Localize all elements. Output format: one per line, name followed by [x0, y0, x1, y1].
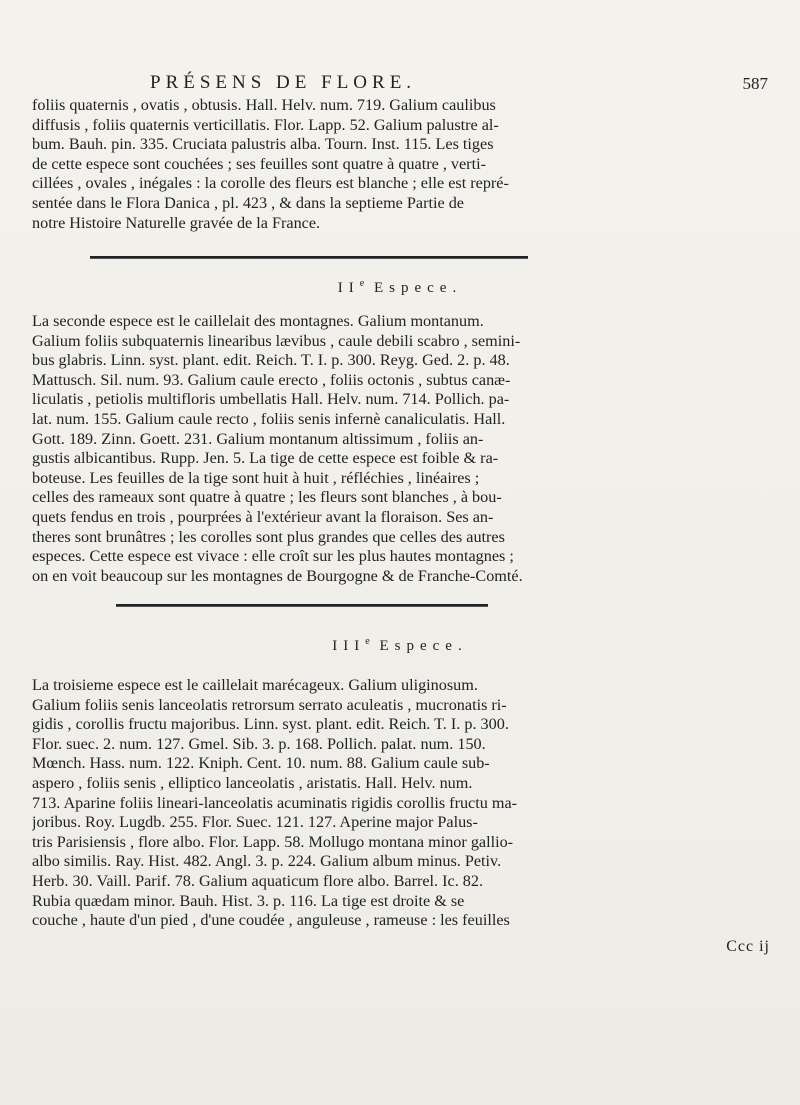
section-divider-rule [90, 256, 528, 258]
text-line: gidis , corollis fructu majoribus. Linn. syst. plant. edit. Reich. T. I. p. 300. [32, 715, 509, 734]
text-line: albo similis. Ray. Hist. 482. Angl. 3. p. 224. Galium album minus. Petiv. [32, 852, 502, 871]
text-line: Galium foliis subquaternis linearibus lævibus , caule debili scabro , semini- [32, 331, 521, 350]
text-line: La troisieme espece est le caillelait marécageux. Galium uliginosum. [32, 676, 478, 694]
text-line: joribus. Roy. Lugdb. 255. Flor. Suec. 121. 127. Aperine major Palus- [32, 813, 478, 832]
text-line: aspero , foliis senis , elliptico lanceolatis , aristatis. Hall. Helv. num. [32, 773, 473, 792]
text-line: sentée dans le Flora Danica , pl. 423 , & dans la septieme Partie de [32, 193, 464, 212]
heading-numeral: III [332, 638, 366, 654]
text-line: couche , haute d'un pied , d'une coudée , anguleuse , rameuse : les feuilles [32, 911, 510, 930]
text-line: especes. Cette espece est vivace : elle croît sur les plus hautes montagnes ; [32, 547, 514, 566]
section-divider-rule [116, 604, 488, 606]
heading-word: Espece. [379, 638, 468, 654]
text-line: quets fendus en trois , pourprées à l'extérieur avant la floraison. Ses an- [32, 507, 494, 526]
text-line: gustis albicantibus. Rupp. Jen. 5. La tige de cette espece est foible & ra- [32, 449, 499, 468]
text-line: diffusis , foliis quaternis verticillatis. Flor. Lapp. 52. Galium palustre al- [32, 115, 499, 134]
text-line: 713. Aparine foliis lineari-lanceolatis acuminatis rigidis corollis fructu ma- [32, 793, 518, 812]
text-line: de cette espece sont couchées ; ses feuilles sont quatre à quatre , verti- [32, 154, 486, 173]
paragraph-species-3 [32, 676, 768, 931]
text-line: cillées , ovales , inégales : la corolle des fleurs est blanche ; elle est repré- [32, 174, 509, 193]
text-line: Flor. suec. 2. num. 127. Gmel. Sib. 3. p. 168. Pollich. palat. num. 150. [32, 734, 486, 753]
text-line: tris Parisiensis , flore albo. Flor. Lapp. 58. Mollugo montana minor gallio- [32, 832, 514, 851]
page-header [30, 72, 770, 98]
heading-numeral: II [337, 280, 360, 296]
running-title: PRÉSENS DE FLORE. [150, 72, 417, 93]
heading-word: Espece. [373, 280, 463, 296]
text-line: Mœnch. Hass. num. 122. Kniph. Cent. 10. num. 88. Galium caule sub- [32, 754, 490, 773]
text-line: bus glabris. Linn. syst. plant. edit. Reich. T. I. p. 300. Reyg. Ged. 2. p. 48. [32, 351, 510, 370]
text-line: theres sont brunâtres ; les corolles sont plus grandes que celles des autres [32, 527, 505, 546]
paragraph-species-1-continued [32, 96, 768, 233]
heading-superscript: e [365, 636, 370, 647]
text-line: Gott. 189. Zinn. Goett. 231. Galium montanum altissimum , foliis an- [32, 429, 484, 448]
text-line: lat. num. 155. Galium caule recto , foliis senis infernè canaliculatis. Hall. [32, 409, 506, 428]
text-line: foliis quaternis , ovatis , obtusis. Hall. Helv. num. 719. Galium caulibus [32, 96, 496, 114]
text-line: on en voit beaucoup sur les montagnes de Bourgogne & de Franche-Comté. [32, 566, 523, 585]
printer-signature-mark: Ccc ij [726, 938, 770, 955]
section-heading-2 [0, 278, 800, 297]
text-line: liculatis , petiolis multifloris umbellatis Hall. Helv. num. 714. Pollich. pa- [32, 390, 510, 409]
text-line: Rubia quædam minor. Bauh. Hist. 3. p. 116. La tige est droite & se [32, 891, 465, 910]
text-line: boteuse. Les feuilles de la tige sont huit à huit , réfléchies , linéaires ; [32, 468, 480, 487]
text-line: Herb. 30. Vaill. Parif. 78. Galium aquaticum flore albo. Barrel. Ic. 82. [32, 871, 484, 890]
text-line: La seconde espece est le caillelait des montagnes. Galium montanum. [32, 312, 484, 330]
text-line: notre Histoire Naturelle gravée de la France. [32, 213, 321, 232]
heading-superscript: e [359, 278, 365, 289]
page-number: 587 [742, 74, 768, 93]
text-line: bum. Bauh. pin. 335. Cruciata palustris alba. Tourn. Inst. 115. Les tiges [32, 135, 494, 154]
paragraph-species-2 [32, 312, 768, 586]
text-line: celles des rameaux sont quatre à quatre ; les fleurs sont blanches , à bou- [32, 488, 502, 507]
section-heading-3 [0, 636, 800, 655]
text-line: Galium foliis senis lanceolatis retrorsum serrato aculeatis , mucronatis ri- [32, 695, 507, 714]
text-line: Mattusch. Sil. num. 93. Galium caule erecto , foliis octonis , subtus canæ- [32, 370, 511, 389]
